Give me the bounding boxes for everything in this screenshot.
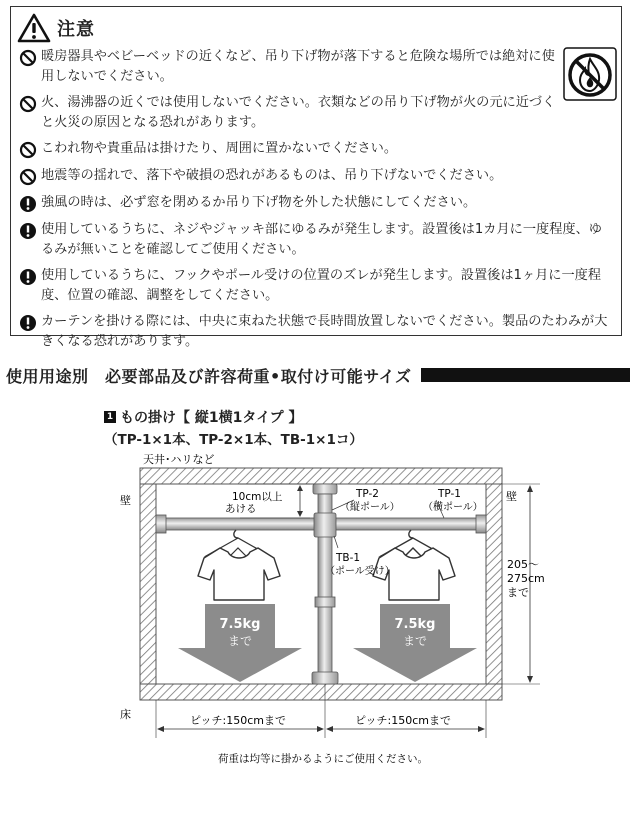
caution-item-text: こわれ物や貴重品は掛けたり、周囲に置かないでください。 xyxy=(41,141,398,156)
caution-title: 注意 xyxy=(57,19,95,40)
caution-item-text: 強風の時は、必ず窓を閉めるか吊り下げ物を外した状態にしてください。 xyxy=(41,195,477,210)
caution-item xyxy=(17,93,613,133)
load-note: 荷重は均等に掛かるようにご使用ください。 xyxy=(218,753,428,765)
installation-diagram xyxy=(0,450,640,814)
height-label: 275cm xyxy=(507,572,545,585)
mandatory-icon xyxy=(17,313,41,333)
section-bar xyxy=(421,368,630,382)
caution-item-text: 暖房器具やベビーベッドの近くなど、吊り下げ物が落下すると危険な場所では絶対に使用しないでください。 xyxy=(41,49,555,84)
caution-list xyxy=(17,47,613,358)
prohibit-icon xyxy=(17,140,41,160)
tb1-code: TB-1 xyxy=(336,552,361,564)
caution-item xyxy=(17,166,613,187)
caution-header xyxy=(17,13,95,43)
caution-item-text: 地震等の揺れで、落下や破損の恐れがあるものは、吊り下げないでください。 xyxy=(41,168,503,183)
tp1-name: （横ポール） xyxy=(423,502,483,513)
caution-item xyxy=(17,266,613,306)
pitch-right-label: ピッチ:150cmまで xyxy=(355,714,452,727)
warning-triangle-icon xyxy=(17,13,51,43)
caution-box xyxy=(10,6,622,349)
vertical-pole-cap-top xyxy=(313,484,337,494)
section-header xyxy=(6,364,630,386)
caution-item-text: 使用しているうちに、ネジやジャッキ部にゆるみが発生します。設置後は1カ月に一度程度、ゆるみが無いことを確認してご使用ください。 xyxy=(41,222,602,257)
load-left-value: 7.5kg xyxy=(219,617,261,632)
tb1-name: （ポール受け） xyxy=(325,566,395,577)
tb1-leader xyxy=(334,536,338,548)
wall-left xyxy=(140,484,156,684)
pitch-left-label: ピッチ:150cmまで xyxy=(190,714,287,727)
tp2-code: TP-2 xyxy=(356,488,379,500)
caution-item xyxy=(17,47,613,87)
ceiling-label: 天井･ハリなど xyxy=(143,453,215,466)
prohibit-icon xyxy=(17,167,41,187)
mandatory-icon xyxy=(17,221,41,241)
usage-number: 1 xyxy=(104,411,116,423)
clearance-label: 10cm以上 xyxy=(232,491,283,503)
floor-label: 床 xyxy=(120,708,131,721)
vertical-pole-cap-bottom xyxy=(312,672,338,684)
usage-parts: （TP-1×1本、TP-2×1本、TB-1×1コ） xyxy=(104,432,363,448)
section-title: 使用用途別 必要部品及び許容荷重•取付け可能サイズ xyxy=(6,366,412,386)
usage-title-text: もの掛け【 縦1横1タイプ 】 xyxy=(120,410,303,426)
pole-bracket xyxy=(314,513,336,537)
load-left-unit: まで xyxy=(227,634,253,648)
shirt-right xyxy=(373,530,455,600)
shirt-left xyxy=(198,530,280,600)
prohibit-icon xyxy=(17,48,41,68)
clearance-label: あける xyxy=(225,503,257,515)
height-label: まで xyxy=(507,586,529,599)
wall-left-label: 壁 xyxy=(120,494,131,507)
mandatory-icon xyxy=(17,194,41,214)
caution-item xyxy=(17,312,613,352)
prohibit-icon xyxy=(17,94,41,114)
vertical-pole-joint xyxy=(315,597,335,607)
load-right-unit: まで xyxy=(402,634,428,648)
caution-item-text: 火、湯沸器の近くでは使用しないでください。衣類などの吊り下げ物が火の元に近づくと火災の原因となる恐れがあります。 xyxy=(41,95,556,130)
caution-item xyxy=(17,139,613,160)
load-right-value: 7.5kg xyxy=(394,617,436,632)
floor xyxy=(140,684,502,700)
caution-item-text: カーテンを掛ける際には、中央に束ねた状態で長時間放置しないでください。製品のたわみが大きくなる恐れがあります。 xyxy=(41,314,608,349)
caution-item xyxy=(17,220,613,260)
horizontal-pole-end-right xyxy=(476,515,486,533)
tp2-name: （縦ポール） xyxy=(340,502,400,513)
tp1-code: TP-1 xyxy=(438,488,461,500)
usage-title xyxy=(104,407,303,427)
wall-right xyxy=(486,484,502,684)
caution-item xyxy=(17,193,613,214)
wall-right-label: 壁 xyxy=(506,490,517,503)
mandatory-icon xyxy=(17,267,41,287)
caution-item-text: 使用しているうちに、フックやポール受けの位置のズレが発生します。設置後は1ヶ月に一度程度、位置の確認、調整をしてください。 xyxy=(41,268,602,303)
horizontal-pole-end-left xyxy=(156,515,166,533)
ceiling xyxy=(140,468,502,484)
height-label: 205～ xyxy=(507,558,539,571)
